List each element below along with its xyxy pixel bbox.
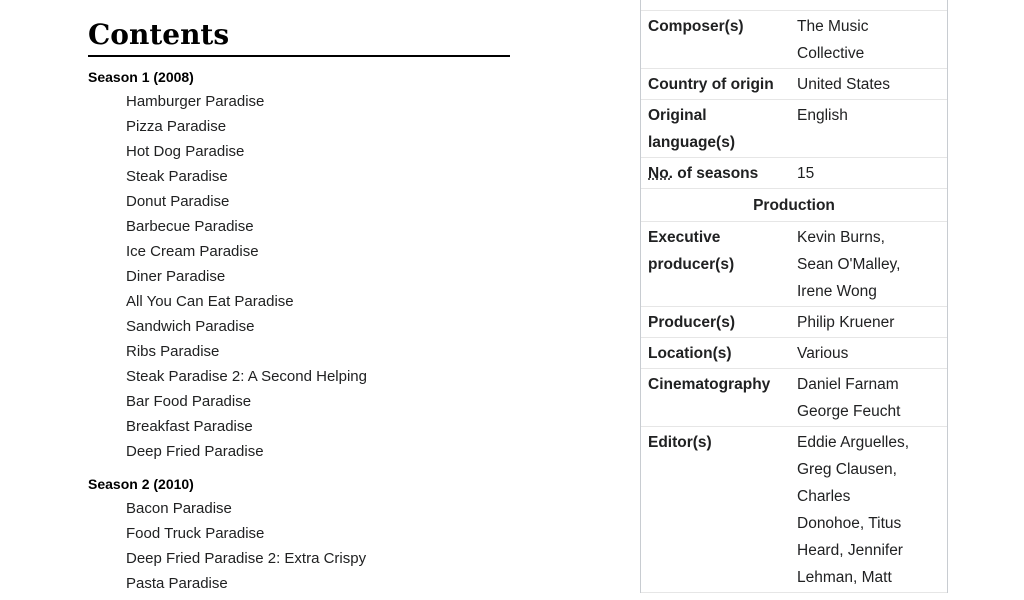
toc-episode-link[interactable]: All You Can Eat Paradise xyxy=(126,293,294,310)
abbr-number[interactable]: No. xyxy=(648,165,673,182)
infobox-value xyxy=(797,429,947,591)
infobox-value: 15 xyxy=(797,165,815,182)
infobox xyxy=(640,0,948,593)
toc-episode-link[interactable]: Ribs Paradise xyxy=(126,343,220,360)
infobox-value[interactable]: Philip Kruener xyxy=(797,314,895,331)
infobox-row-composer xyxy=(641,11,947,69)
toc-episode-link[interactable]: Food Truck Paradise xyxy=(126,525,265,542)
infobox-value-line[interactable]: Irene Wong xyxy=(797,283,877,300)
toc-season xyxy=(88,67,510,464)
infobox-value xyxy=(797,13,947,67)
infobox-row-country xyxy=(641,69,947,100)
toc-episode-link[interactable]: Deep Fried Paradise 2: Extra Crispy xyxy=(126,550,367,567)
infobox-row-seasons xyxy=(641,158,947,189)
infobox-value: English xyxy=(797,107,848,124)
infobox-label: Executive producer(s) xyxy=(648,229,735,273)
infobox-label: Original language(s) xyxy=(648,107,735,151)
infobox-value-line[interactable]: Lehman, Matt xyxy=(797,569,892,586)
toc-episode-link[interactable]: Deep Fried Paradise xyxy=(126,443,264,460)
infobox-row-location xyxy=(641,338,947,369)
toc-episode-link[interactable]: Steak Paradise 2: A Second Helping xyxy=(126,368,367,385)
infobox-value-line[interactable]: Donohoe, Titus xyxy=(797,515,902,532)
infobox-clipped-row xyxy=(641,0,947,11)
infobox-value: Various xyxy=(797,345,849,362)
toc-episode-link[interactable]: Hot Dog Paradise xyxy=(126,143,245,160)
toc-episode-link[interactable]: Breakfast Paradise xyxy=(126,418,253,435)
toc-season xyxy=(88,474,510,596)
infobox-row-cinematography xyxy=(641,369,947,427)
toc-list xyxy=(88,67,510,596)
infobox-value: United States xyxy=(797,76,891,93)
infobox-clipped-value xyxy=(804,0,861,4)
infobox-value-line[interactable]: Eddie Arguelles, xyxy=(797,434,910,451)
toc-episode-link[interactable]: Bacon Paradise xyxy=(126,500,232,517)
toc-episode-link[interactable]: Sandwich Paradise xyxy=(126,318,255,335)
table-of-contents xyxy=(88,18,510,596)
infobox-value xyxy=(797,371,947,425)
toc-episode-link[interactable]: Bar Food Paradise xyxy=(126,393,252,410)
infobox-value-line[interactable]: Sean O'Malley, xyxy=(797,256,901,273)
toc-episode-link[interactable]: Donut Paradise xyxy=(126,193,230,210)
infobox-label: Location(s) xyxy=(648,345,732,362)
infobox-row-language xyxy=(641,100,947,158)
infobox-label-rest: of seasons xyxy=(672,165,759,182)
contents-heading: Contents xyxy=(88,18,510,57)
infobox-label: Composer(s) xyxy=(648,18,744,35)
infobox-value xyxy=(797,224,947,305)
infobox-label xyxy=(641,160,797,187)
toc-episode-link[interactable]: Pizza Paradise xyxy=(126,118,227,135)
infobox-value-line[interactable]: Collective xyxy=(797,45,865,62)
infobox-value-line[interactable]: Daniel Farnam xyxy=(797,376,899,393)
infobox-label: Cinematography xyxy=(648,376,771,393)
infobox-section-header: Production xyxy=(641,189,947,222)
infobox-label: Country of origin xyxy=(648,76,774,93)
toc-episode-link[interactable]: Pasta Paradise xyxy=(126,575,228,592)
infobox-value-line[interactable]: The Music xyxy=(797,18,869,35)
infobox-value-line[interactable]: George Feucht xyxy=(797,403,901,420)
toc-episode-link[interactable]: Barbecue Paradise xyxy=(126,218,254,235)
toc-episode-link[interactable]: Diner Paradise xyxy=(126,268,226,285)
infobox-value-line[interactable]: Greg Clausen, xyxy=(797,461,897,478)
infobox-row-editor xyxy=(641,427,947,593)
infobox-row-executive-producer xyxy=(641,222,947,307)
toc-season-link[interactable]: Season 1 (2008) xyxy=(88,69,194,85)
infobox-row-producer xyxy=(641,307,947,338)
toc-season-link[interactable]: Season 2 (2010) xyxy=(88,476,194,492)
toc-episode-link[interactable]: Hamburger Paradise xyxy=(126,93,265,110)
infobox-label: Editor(s) xyxy=(648,434,712,451)
infobox-value-line[interactable]: Charles xyxy=(797,488,851,505)
toc-episode-link[interactable]: Ice Cream Paradise xyxy=(126,243,259,260)
infobox-value-line[interactable]: Kevin Burns, xyxy=(797,229,885,246)
toc-episode-link[interactable]: Steak Paradise xyxy=(126,168,228,185)
infobox-label: Producer(s) xyxy=(648,314,735,331)
infobox-value-line[interactable]: Heard, Jennifer xyxy=(797,542,903,559)
